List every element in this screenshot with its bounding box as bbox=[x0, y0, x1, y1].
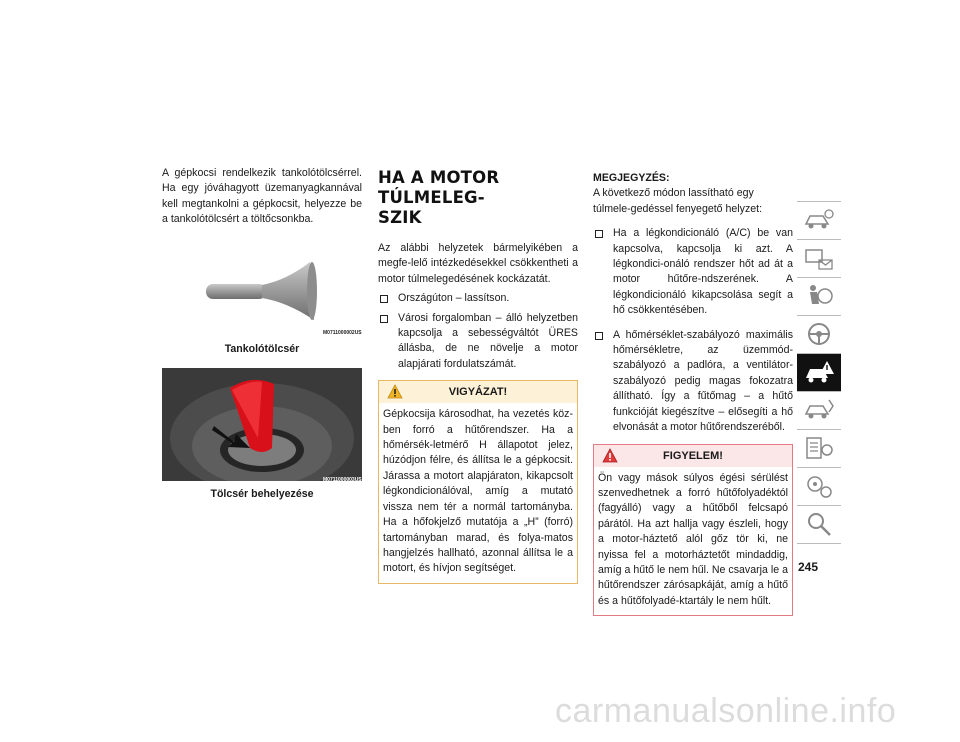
image-caption-1: Tankolótölcsér bbox=[224, 342, 300, 355]
funnel-insert-image bbox=[162, 368, 362, 481]
list-item-text: Ha a légkondicionáló (A/C) be van kapcsolva, kapcsolja ki azt. A légkondici-onáló rendszer hőt ad át a motor hűtőre-ndszerének. A légkondicionáló kikapcsolása segít a hő csökkentésében. bbox=[613, 227, 793, 317]
tab-emergency[interactable] bbox=[797, 353, 841, 391]
funnel-insert-drawing bbox=[162, 368, 362, 481]
tab-service[interactable] bbox=[797, 391, 841, 429]
tab-bottom-divider bbox=[797, 543, 841, 544]
warning-text: Ön vagy mások súlyos égési sérülést szenvedhetnek a forró hűtőfolyadéktól (fagyálló) vagy a hűtőből felcsapó párától. Ha azt hallja vagy észleli, hogy a motor-háztető alól gőz tör ki, ne nyissa fel a motorháztetőt mindaddig, amíg a hűtő le nem hűl. Ne csavarja le a hűtőrendszer zárósapkáját, amíg a hűtő és a hűtőfolyadé-ktartály le nem hűlt. bbox=[598, 471, 788, 607]
funnel-intro-text: A gépkocsi rendelkezik tankolótölcsérrel. Ha egy jóváhagyott üzemanyagkannával kell megtankolni a gépkocsit, helyezze be a tankolótölcsért a töltőcsonkba. bbox=[162, 167, 362, 226]
note-title: MEGJEGYZÉS: bbox=[593, 172, 670, 184]
checkbox-bullet-icon bbox=[380, 295, 388, 303]
caution-text: Gépkocsija károsodhat, ha vezetés köz-ben forró a hűtőrendszer. Ha a hőmérsék-letmérő H állapotot jelez, húzódjon félre, és állítsa le a gépkocsit. Járassa a motort alapjáraton, kikapcsolt légkondicionálóval, amíg a mutató vissza nem tér a normál tartományba. Ha a hőfokjelző mutatója a „H” (forró) tartományban marad, és folya-matos hangjelzés hallható, azonnal állítsa le a motort, és hívjon segítséget. bbox=[383, 408, 573, 575]
tab-multimedia[interactable] bbox=[797, 467, 841, 505]
caution-triangle-icon bbox=[387, 384, 403, 399]
note-intro: A következő módon lassítható egy túlmele-gedéssel fenyegető helyzet: bbox=[593, 187, 763, 215]
warning-header bbox=[594, 445, 792, 467]
list-item-text: Országúton – lassítson. bbox=[398, 292, 510, 305]
heading-line-2: SZIK bbox=[378, 208, 422, 227]
tab-car-info[interactable] bbox=[797, 201, 841, 239]
list-item bbox=[378, 291, 578, 306]
warning-triangle-icon bbox=[602, 448, 618, 463]
heading-line-1: HA A MOTOR TÚLMELEG- bbox=[378, 168, 500, 207]
list-item-text: A hőmérséklet-szabályozó maximális hőmérsékletre, az üzemmód-szabályozó a padlóra, a ventilátor-szabályozó pedig magas fokozatra állítható. Így a fűtőmag – a hűtő funkcióját kiegészítve – elősegíti a hő elvonását a motor hűtőrendszeréből. bbox=[613, 328, 793, 434]
image-caption-2: Tölcsér behelyezése bbox=[210, 488, 314, 501]
car-info-icon bbox=[803, 206, 835, 234]
caution-title: VIGYÁZAT! bbox=[448, 386, 508, 399]
section-heading bbox=[378, 168, 578, 228]
right-column bbox=[593, 171, 793, 616]
multimedia-icon bbox=[803, 472, 835, 500]
search-index-icon bbox=[803, 510, 835, 538]
tab-dashboard[interactable] bbox=[797, 239, 841, 277]
specifications-list-icon bbox=[803, 434, 835, 462]
funnel-drawing bbox=[162, 240, 362, 336]
list-item bbox=[378, 311, 578, 373]
emergency-car-icon bbox=[803, 358, 835, 386]
tab-driving[interactable] bbox=[797, 315, 841, 353]
tab-index[interactable] bbox=[797, 505, 841, 543]
image-code-1: M0711000002US bbox=[323, 329, 362, 336]
checkbox-bullet-icon bbox=[595, 230, 603, 238]
left-column bbox=[162, 166, 362, 502]
image-code-2: M0711000003US bbox=[323, 477, 362, 482]
service-car-icon bbox=[803, 396, 835, 424]
checkbox-bullet-icon bbox=[595, 332, 603, 340]
list-item bbox=[593, 328, 793, 436]
steering-wheel-icon bbox=[803, 320, 835, 348]
airbag-safety-icon bbox=[803, 282, 835, 310]
list-item bbox=[593, 226, 793, 318]
dashboard-message-icon bbox=[803, 244, 835, 272]
overheat-intro-text: Az alábbi helyzetek bármelyikében a megfe-lelő intézkedésekkel csökkentheti a motor túlmelegedésének kockázatát. bbox=[378, 242, 578, 285]
caution-header bbox=[379, 381, 577, 403]
tab-specifications[interactable] bbox=[797, 429, 841, 467]
warning-title: FIGYELEM! bbox=[663, 449, 723, 462]
tab-safety[interactable] bbox=[797, 277, 841, 315]
middle-column bbox=[378, 168, 578, 584]
checkbox-bullet-icon bbox=[380, 315, 388, 323]
warning-box bbox=[593, 444, 793, 617]
funnel-image bbox=[162, 240, 362, 336]
caution-box bbox=[378, 380, 578, 583]
list-item-text: Városi forgalomban – álló helyzetben kapcsolja a sebességváltót ÜRES állásba, de ne növelje a motor alapjárati fordulatszámát. bbox=[398, 311, 578, 370]
watermark: carmanualsonline.info bbox=[555, 692, 897, 730]
page-number: 245 bbox=[798, 560, 819, 574]
